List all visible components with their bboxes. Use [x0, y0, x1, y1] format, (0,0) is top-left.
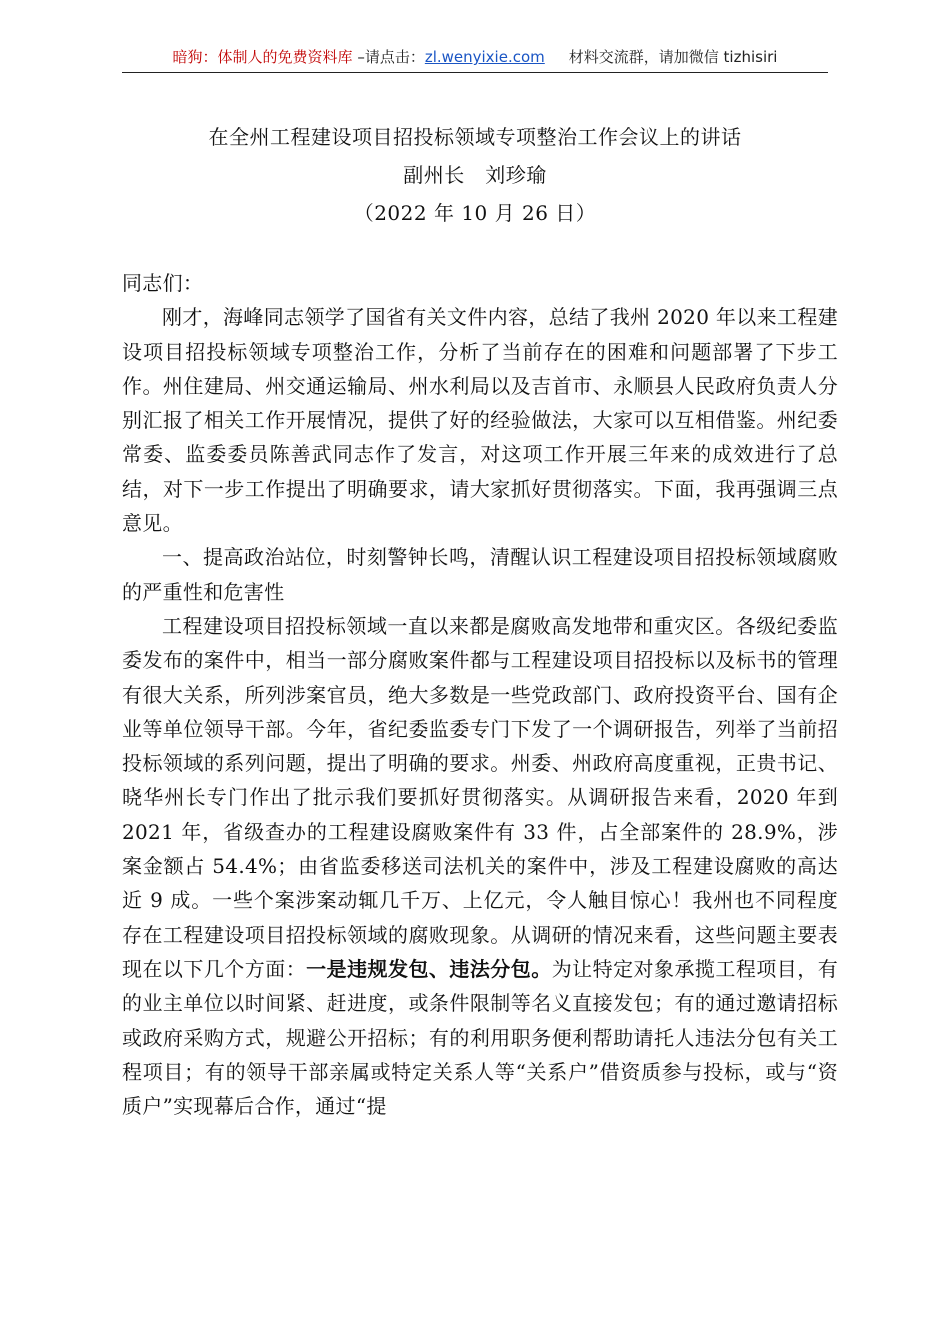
speaker-line: 副州长 刘珍瑜 — [403, 163, 547, 187]
paragraph-2-bold: 一是违规发包、违法分包。 — [306, 956, 552, 981]
paragraph-1: 刚才，海峰同志领学了国省有关文件内容，总结了我州 2020 年以来工程建设项目招投标领域专项整治工作，分析了当前存在的困难和问题部署了下步工作。州住建局、州交通运输局、州水利局以及吉首市、永顺县人民政府负责人分别汇报了相关工作开展情况，提供了好的经验做法，大家可以互相借鉴。州纪委常委、监委委员陈善武同志作了发言，对这项工作开展三年来的成效进行了总结，对下一步工作提出了明确要求，请大家抓好贯彻落实。下面，我再强调三点意见。 — [122, 305, 838, 536]
document-body — [122, 266, 838, 1123]
header-brand: 暗狗：体制人的免费资料库 — [172, 48, 353, 66]
page-header — [122, 44, 828, 73]
paragraph-2 — [122, 609, 838, 1123]
header-prompt: –请点击： — [352, 48, 425, 66]
header-wechat: 材料交流群，请加微信 tizhisiri — [568, 48, 778, 66]
salutation: 同志们： — [122, 271, 204, 295]
title-block — [122, 118, 828, 232]
paragraph-2-text-b: 为让特定对象承揽工程项目，有的业主单位以时间紧、赶进度，或条件限制等名义直接发包；有的通过邀请招标或政府采购方式，规避公开招标；有的利用职务便利帮助请托人违法分包有关工程项目；有的领导干部亲属或特定关系人等“关系户”借资质参与投标，或与“资质户”实现幕后合作，通过“提 — [122, 956, 838, 1119]
section-heading-1: 一、提高政治站位，时刻警钟长鸣，清醒认识工程建设项目招投标领域腐败的严重性和危害性 — [122, 545, 838, 604]
date-line: （2022 年 10 月 26 日） — [353, 201, 597, 225]
header-link[interactable]: zl.wenyixie.com — [424, 48, 545, 66]
paragraph-2-text-a: 工程建设项目招投标领域一直以来都是腐败高发地带和重灾区。各级纪委监委发布的案件中，相当一部分腐败案件都与工程建设项目招投标以及标书的管理有很大关系，所列涉案官员，绝大多数是一些党政部门、政府投资平台、国有企业等单位领导干部。今年，省纪委监委专门下发了一个调研报告，列举了当前招投标领域的系列问题，提出了明确的要求。州委、州政府高度重视，正贵书记、晓华州长专门作出了批示我们要抓好贯彻落实。从调研报告来看，2020 年到 2021 年，省级查办的工程建设腐败案件有 33 件，占全部案件的 28.9%，涉案金额占 54.4%；由省监委移送司法机关的案件中，涉及工程建设腐败的高达近 9 成。一些个案涉案动辄几千万、上亿元，令人触目惊心！我州也不同程度存在工程建设项目招投标领域的腐败现象。从调研的情况来看，这些问题主要表现在以下几个方面： — [122, 613, 838, 981]
document-title: 在全州工程建设项目招投标领域专项整治工作会议上的讲话 — [208, 125, 742, 149]
